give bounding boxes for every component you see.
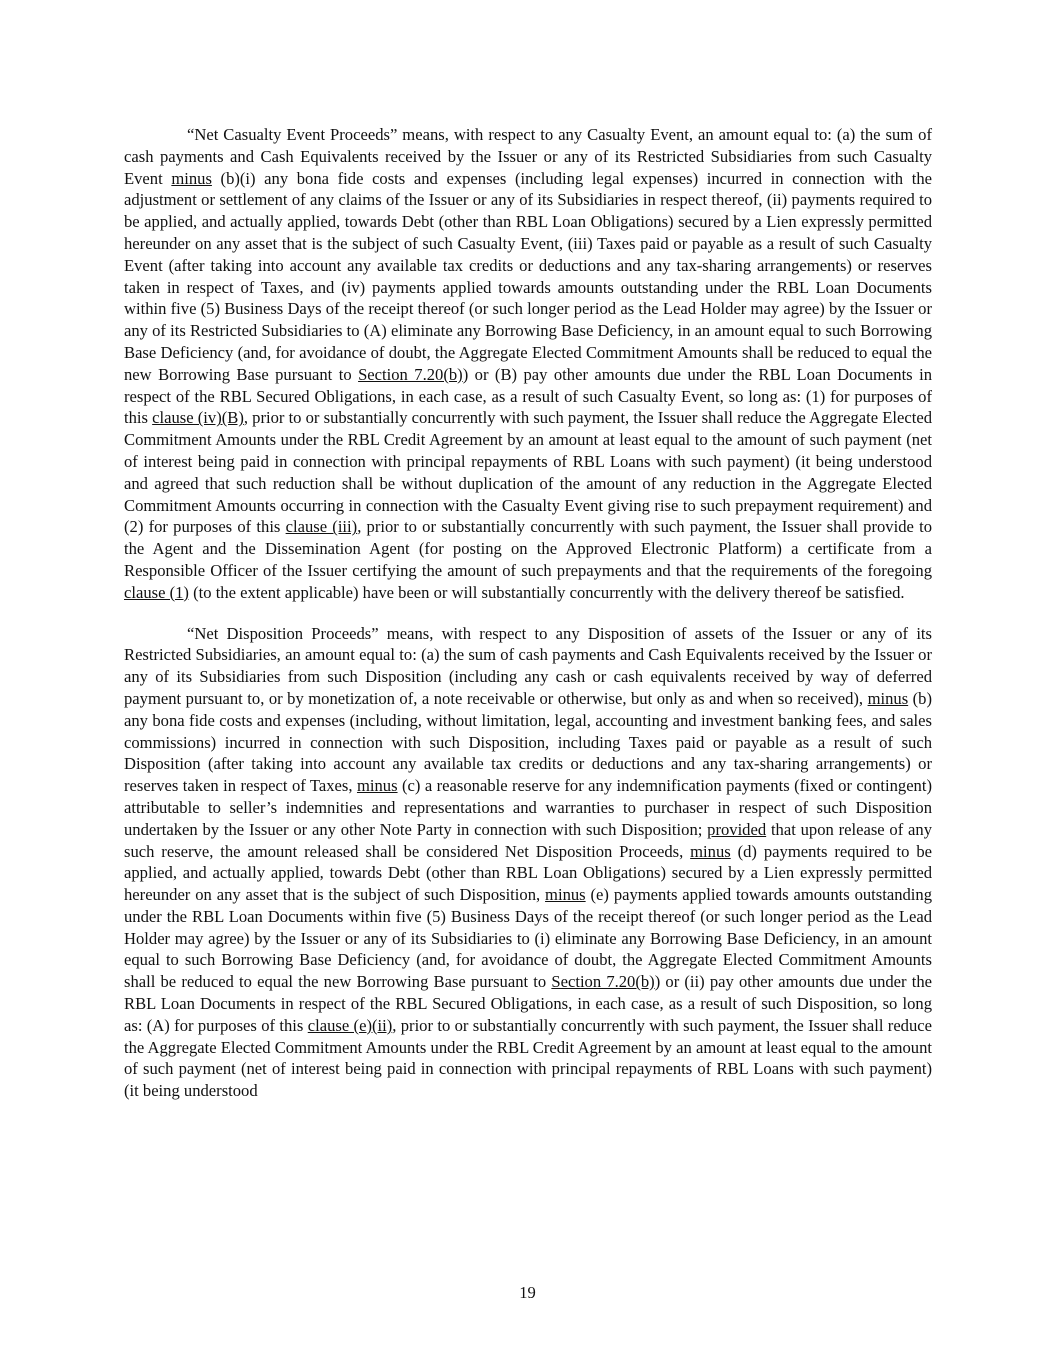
page-number: 19 [519, 1283, 536, 1302]
text-run: “Net Casualty Event Proceeds” means, with respect to any Casualty Event, an amount equal to: (a) the sum of cash payments and Cash Equivalents received by the Issuer or any of its Restricted Subsidiaries from such Casualty Event [124, 125, 932, 188]
text-run: ) or (B) pay other amounts due under the RBL Loan Documents in respect of the RBL Secured Obligations, in each case, as a result of such Casualty Event, so long as: (1) for purposes of this [124, 364, 932, 428]
document-body [124, 124, 932, 1121]
underlined-term: minus [867, 688, 909, 708]
underlined-term: clause (iv)(B) [152, 408, 244, 428]
text-run: , prior to or substantially concurrently with such payment, the Issuer shall reduce the Aggregate Elected Commitment Amounts under the RBL Credit Agreement by an amount at least equal to the amount of such payment (net of interest being paid in connection with principal repayments of RBL Loans with such payment) (it being understood and agreed that such reduction shall be without duplication of the amount of any reduction in the Aggregate Elected Commitment Amounts occurring in connection with the Casualty Event giving rise to such prepayment requirement) and (2) for purposes of this [124, 408, 933, 537]
text-run: (e) payments applied towards amounts outstanding under the RBL Loan Documents within five (5) Business Days of the receipt thereof (or such longer period as the Lead Holder may agree) by the Issuer or any of its Subsidiaries to (i) eliminate any Borrowing Base Deficiency, in an amount equal to such Borrowing Base Deficiency (and, for avoidance of doubt, the Aggregate Elected Commitment Amounts shall be reduced to equal the new Borrowing Base pursuant to [124, 885, 932, 992]
underlined-term: Section 7.20(b) [358, 364, 463, 384]
paragraph-net-disposition-proceeds [124, 623, 932, 1103]
text-run: ) or (ii) pay other amounts due under the RBL Loan Documents in respect of the RBL Secured Obligations, in each case, as a result of such Disposition, so long as: (A) for purposes of this [124, 972, 933, 1035]
text-run: (d) payments required to be applied, and actually applied, towards Debt (other than RBL Loan Obligations) secured by a Lien expressly permitted hereunder on any asset that is the subject of such Disposition, [124, 841, 932, 905]
text-run: “Net Disposition Proceeds” means, with respect to any Disposition of assets of the Issuer or any of its Restricted Subsidiaries, an amount equal to: (a) the sum of cash payments and Cash Equivalents received by the Issuer or any of its Subsidiaries from such Disposition (including any cash or cash equivalents received by way of deferred payment pursuant to, or by monetization of, a note receivable or otherwise, but only as and when so received), [124, 623, 932, 708]
text-run: that upon release of any such reserve, the amount released shall be considered Net Disposition Proceeds, [124, 819, 932, 861]
text-run: (c) a reasonable reserve for any indemnification payments (fixed or contingent) attributable to seller’s indemnities and representations and warranties to purchaser in respect of such Disposition undertaken by the Issuer or any other Note Party in connection with such Disposition; [124, 776, 932, 839]
underlined-term: clause (iii) [285, 517, 358, 537]
underlined-term: minus [545, 885, 586, 905]
text-run: (b) any bona fide costs and expenses (including, without limitation, legal, accounting and investment banking fees, and sales commissions) incurred in connection with such Disposition, including Taxes paid or payable as a result of such Disposition (after taking into account any available tax credits or deductions and any tax-sharing arrangements) or reserves taken in respect of Taxes, [124, 688, 933, 796]
underlined-term: minus [171, 168, 212, 188]
underlined-term: Section 7.20(b) [551, 972, 655, 992]
text-run: , prior to or substantially concurrently with such payment, the Issuer shall provide to the Agent and the Dissemination Agent (for posting on the Approved Electronic Platform) a certificate from a Responsible Officer of the Issuer certifying the amount of such prepayments and that the requirements of the foregoing [124, 517, 933, 580]
underlined-term: minus [356, 776, 398, 796]
text-run: (to the extent applicable) have been or will substantially concurrently with the delivery thereof be satisfied. [188, 582, 905, 602]
text-run: , prior to or substantially concurrently with such payment, the Issuer shall reduce the Aggregate Elected Commitment Amounts under the RBL Credit Agreement by an amount at least equal to the amount of such payment (net of interest being paid in connection with principal repayments of RBL Loans with such payment) (it being understood [124, 1015, 933, 1101]
underlined-term: clause (e)(ii) [307, 1015, 393, 1035]
paragraph-net-casualty-event-proceeds [124, 124, 932, 604]
underlined-term: clause (1) [124, 582, 189, 602]
underlined-term: minus [690, 841, 731, 861]
underlined-term: provided [707, 819, 767, 839]
text-run: (b)(i) any bona fide costs and expenses (including legal expenses) incurred in connection with the adjustment or settlement of any claims of the Issuer or any of its Subsidiaries in respect thereof, (ii) payments required to be applied, and actually applied, towards Debt (other than RBL Loan Obligations) secured by a Lien expressly permitted hereunder on any asset that is the subject of such Casualty Event, (iii) Taxes paid or payable as a result of such Casualty Event (after taking into account any available tax credits or deductions and any tax-sharing arrangements) or reserves taken in respect of Taxes, and (iv) payments applied towards amounts outstanding under the RBL Loan Documents within five (5) Business Days of the receipt thereof (or such longer period as the Lead Holder may agree) by the Issuer or any of its Restricted Subsidiaries to (A) eliminate any Borrowing Base Deficiency, in an amount equal to such Borrowing Base Deficiency (and, for avoidance of doubt, the Aggregate Elected Commitment Amounts shall be reduced to equal the new Borrowing Base pursuant to [124, 168, 932, 384]
